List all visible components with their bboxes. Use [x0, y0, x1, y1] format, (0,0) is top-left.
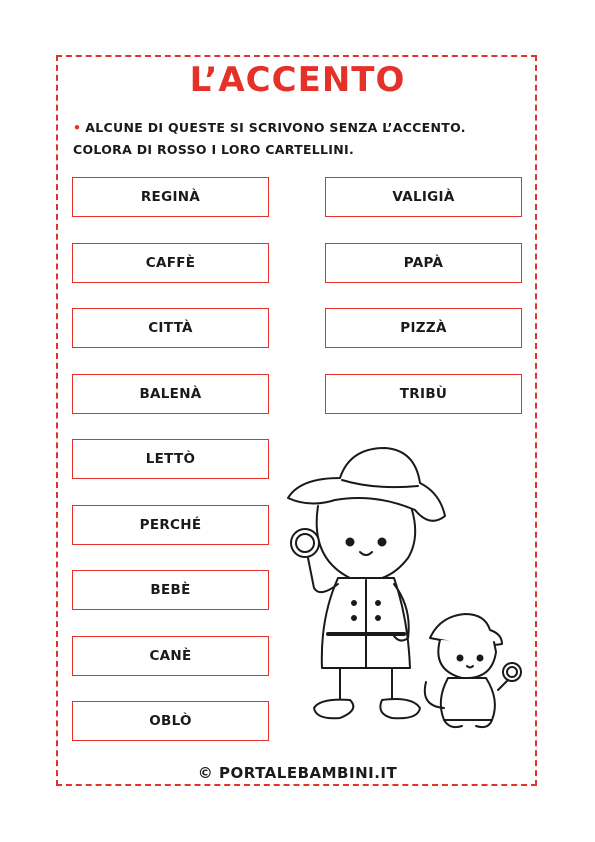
- word-card[interactable]: BALENÀ: [72, 374, 269, 414]
- instruction-line-2: COLORA DI ROSSO I LORO CARTELLINI.: [73, 142, 355, 157]
- bullet-icon: •: [73, 120, 82, 135]
- word-card[interactable]: PAPÀ: [325, 243, 522, 283]
- word-card[interactable]: VALIGIÀ: [325, 177, 522, 217]
- word-card[interactable]: TRIBÙ: [325, 374, 522, 414]
- word-card[interactable]: CANÈ: [72, 636, 269, 676]
- word-card[interactable]: PIZZÀ: [325, 308, 522, 348]
- word-card[interactable]: BEBÈ: [72, 570, 269, 610]
- word-card[interactable]: LETTÒ: [72, 439, 269, 479]
- footer-credit: © PORTALEBAMBINI.IT: [197, 764, 398, 782]
- word-card[interactable]: PERCHÉ: [72, 505, 269, 545]
- word-card[interactable]: CAFFÈ: [72, 243, 269, 283]
- detective-boy-and-cat-icon: [280, 438, 530, 738]
- page-title: L’ACCENTO: [189, 60, 406, 100]
- word-card[interactable]: CITTÀ: [72, 308, 269, 348]
- word-card[interactable]: REGINÀ: [72, 177, 269, 217]
- instruction-line-1: ALCUNE DI QUESTE SI SCRIVONO SENZA L’ACCENTO.: [85, 120, 466, 135]
- instructions: [73, 117, 533, 161]
- word-card[interactable]: OBLÒ: [72, 701, 269, 741]
